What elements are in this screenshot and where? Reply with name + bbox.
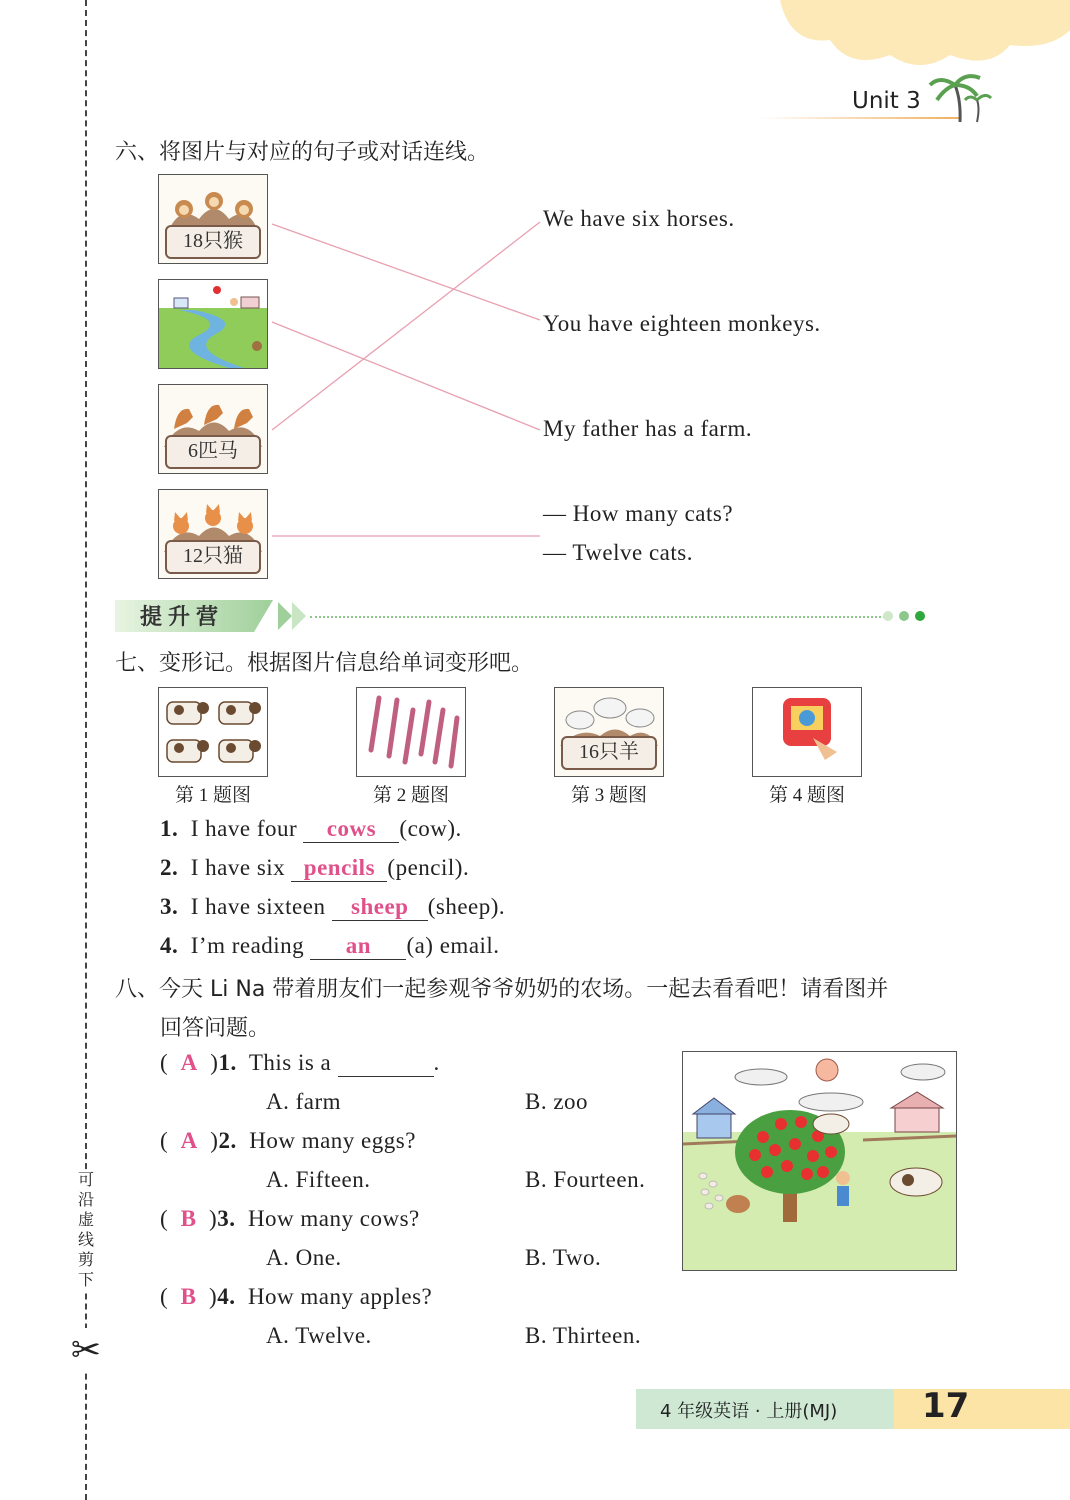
- cats-sign: 12只猫: [165, 540, 261, 574]
- page-number: 17: [922, 1386, 970, 1426]
- question-number: 1.: [218, 1050, 237, 1075]
- caption-picture-4: 第 4 题图: [768, 785, 845, 806]
- question-1: ( A )1. This is a .: [160, 1050, 440, 1075]
- answer-text: pencils: [303, 855, 376, 880]
- banner-arrows-icon: [276, 600, 312, 632]
- sentence-monkeys: You have eighteen monkeys.: [543, 311, 821, 336]
- q4-option-b[interactable]: B. Thirteen.: [525, 1323, 642, 1348]
- answer-letter[interactable]: B: [180, 1206, 197, 1231]
- answer-blank[interactable]: [303, 816, 399, 843]
- banner-dots-icon: [880, 609, 930, 623]
- dialogue-question: — How many cats?: [543, 501, 734, 526]
- section8-title-line2: 回答问题。: [160, 1016, 271, 1041]
- q2-option-b[interactable]: B. Fourteen.: [525, 1167, 646, 1192]
- q1-option-a[interactable]: A. farm: [266, 1089, 342, 1114]
- item-hint: (pencil).: [387, 855, 470, 880]
- answer-blank[interactable]: [332, 894, 428, 921]
- item-text: I’m reading: [190, 933, 305, 958]
- q3-option-a[interactable]: A. One.: [266, 1245, 342, 1270]
- item-number: 4.: [160, 933, 179, 958]
- answer-text: cows: [326, 816, 377, 841]
- match-line-farm: [272, 322, 540, 430]
- answer-text: an: [345, 933, 372, 958]
- question-2: ( A )2. How many eggs?: [160, 1128, 416, 1153]
- section6-title: 六、将图片与对应的句子或对话连线。: [115, 140, 490, 165]
- question-text: How many cows?: [247, 1206, 420, 1231]
- q4-option-a[interactable]: A. Twelve.: [266, 1323, 372, 1348]
- question-text: How many apples?: [247, 1284, 433, 1309]
- match-line-horses: [272, 222, 540, 430]
- question-blank[interactable]: [338, 1050, 434, 1077]
- question-number: 4.: [217, 1284, 236, 1309]
- unit-label: Unit 3: [852, 88, 921, 114]
- cows-picture: [158, 687, 268, 777]
- fill-item-1: [160, 816, 462, 843]
- item-text: I have four: [190, 816, 298, 841]
- item-hint: (cow).: [399, 816, 462, 841]
- item-text: I have six: [190, 855, 286, 880]
- match-line-monkeys: [272, 224, 540, 320]
- matching-lines: [0, 0, 1070, 620]
- item-hint: (sheep).: [427, 894, 506, 919]
- caption-picture-1: 第 1 题图: [174, 785, 251, 806]
- section8-title-line1: 八、今天 Li Na 带着朋友们一起参观爷爷奶奶的农场。一起去看看吧！请看图并: [115, 977, 889, 1002]
- item-hint: (a) email.: [406, 933, 500, 958]
- banner-dotted-line: [310, 616, 885, 618]
- question-number: 3.: [217, 1206, 236, 1231]
- item-number: 2.: [160, 855, 179, 880]
- sheep-picture: [554, 687, 664, 777]
- sentence-horses: We have six horses.: [543, 206, 735, 231]
- section7-title: 七、变形记。根据图片信息给单词变形吧。: [115, 651, 534, 676]
- pencils-picture: [356, 687, 466, 777]
- answer-letter[interactable]: B: [180, 1284, 197, 1309]
- question-number: 2.: [218, 1128, 237, 1153]
- cut-instruction: 可沿虚线剪下: [77, 1170, 94, 1289]
- caption-picture-2: 第 2 题图: [372, 785, 449, 806]
- sentence-farm: My father has a farm.: [543, 416, 753, 441]
- q2-option-a[interactable]: A. Fifteen.: [266, 1167, 371, 1192]
- answer-letter[interactable]: A: [180, 1128, 198, 1153]
- item-number: 1.: [160, 816, 179, 841]
- fill-item-2: [160, 855, 469, 882]
- horses-sign: 6匹马: [165, 435, 261, 469]
- caption-picture-3: 第 3 题图: [570, 785, 647, 806]
- question-3: ( B )3. How many cows?: [160, 1206, 420, 1231]
- answer-blank[interactable]: [291, 855, 387, 882]
- banner-label: 提升营: [140, 605, 225, 630]
- email-picture: [752, 687, 862, 777]
- monkeys-sign: 18只猴: [165, 225, 261, 259]
- farm-illustration: [682, 1051, 957, 1271]
- question-4: ( B )4. How many apples?: [160, 1284, 433, 1309]
- q1-option-b[interactable]: B. zoo: [525, 1089, 589, 1114]
- footer-book-title: 4 年级英语 · 上册(MJ): [660, 1401, 838, 1422]
- question-text: This is a: [248, 1050, 332, 1075]
- question-text: How many eggs?: [249, 1128, 416, 1153]
- fill-item-3: [160, 894, 505, 921]
- answer-letter[interactable]: A: [180, 1050, 198, 1075]
- scissors-icon: ✂: [66, 1328, 106, 1373]
- answer-text: sheep: [351, 894, 409, 919]
- fill-item-4: [160, 933, 500, 960]
- sheep-sign: 16只羊: [561, 736, 657, 770]
- q3-option-b[interactable]: B. Two.: [525, 1245, 602, 1270]
- item-number: 3.: [160, 894, 179, 919]
- item-text: I have sixteen: [190, 894, 326, 919]
- dialogue-answer: — Twelve cats.: [543, 540, 693, 565]
- answer-blank[interactable]: [310, 933, 406, 960]
